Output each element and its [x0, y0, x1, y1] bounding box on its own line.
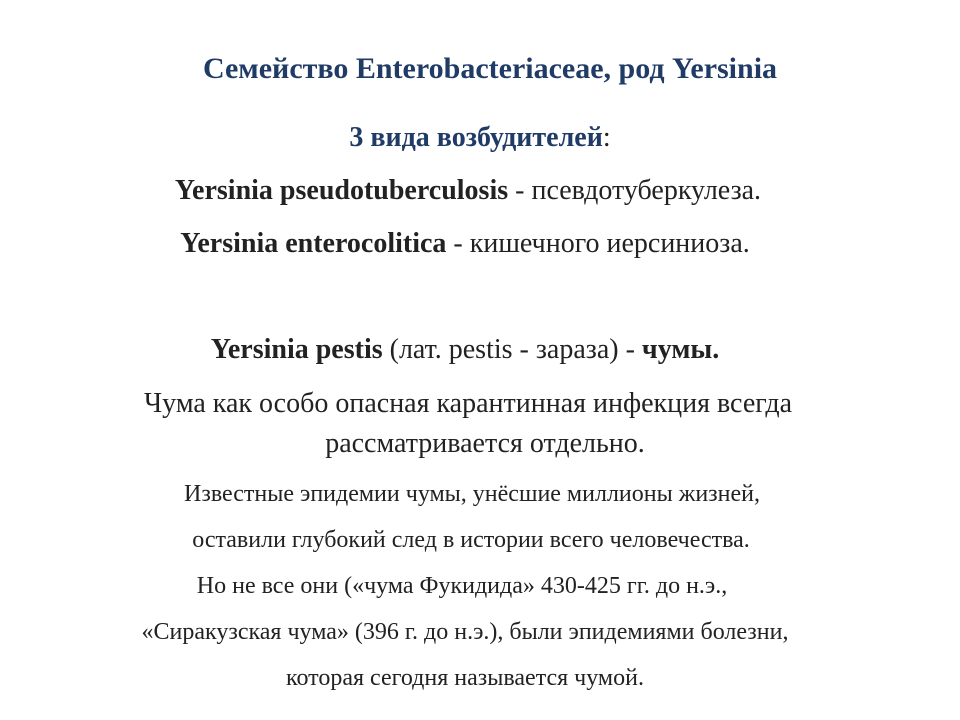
history-line: «Сиракузская чума» (396 г. до н.э.), были эпидемиями болезни,	[141, 619, 789, 645]
subtitle-text: 3 вида возбудителей	[349, 122, 603, 153]
species-name: Yersinia enterocolitica	[180, 228, 447, 259]
species-line-pseudotuberculosis	[0, 175, 948, 207]
subtitle	[0, 122, 960, 154]
paragraph-line: Чума как особо опасная карантинная инфекция всегда	[143, 388, 793, 419]
history-line: Но не все они («чума Фукидида» 430-425 гг. до н.э.,	[196, 573, 728, 599]
species-name: Yersinia pestis	[210, 334, 383, 365]
history-line: Известные эпидемии чумы, унёсшие миллионы жизней,	[184, 481, 760, 507]
species-disease: - псевдотуберкулеза.	[508, 175, 762, 206]
history-line: оставили глубокий след в истории всего человечества.	[192, 527, 750, 553]
slide-title: Семейство Enterobacteriaceae, род Yersinia	[202, 52, 778, 85]
species-etymology: (лат. pestis - зараза) -	[382, 334, 642, 365]
history-line: которая сегодня называется чумой.	[286, 665, 644, 691]
species-line-pestis	[0, 334, 945, 366]
subtitle-colon: :	[602, 122, 611, 153]
species-name: Yersinia pseudotuberculosis	[174, 175, 509, 206]
species-line-enterocolitica	[0, 228, 945, 260]
species-disease: - кишечного иерсиниоза.	[446, 228, 750, 259]
species-disease: чумы.	[641, 334, 720, 365]
paragraph-line: рассматривается отдельно.	[325, 428, 645, 459]
